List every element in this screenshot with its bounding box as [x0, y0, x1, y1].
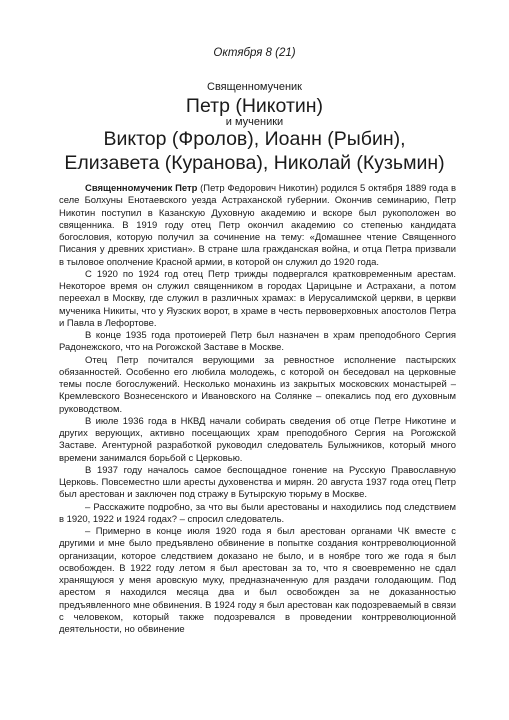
martyrs-names-line-2: Елизавета (Куранова), Николай (Кузьмин)	[64, 152, 445, 174]
paragraph-7: – Расскажите подробно, за что вы были арестованы и находились под следствием в 1920, 1922 и 1924 годах? – спросил следователь.	[59, 501, 456, 525]
saint-rank: Священномученик	[207, 81, 302, 93]
saint-name-title: Петр (Никотин)	[185, 95, 324, 117]
feast-date: Октября 8 (21)	[213, 47, 296, 59]
martyrs-names-line-1: Виктор (Фролов), Иоанн (Рыбин),	[103, 128, 406, 150]
paragraph-6: В 1937 году началось самое беспощадное гонение на Русскую Православную Церковь. Повсеместно шли аресты духовенства и мирян. 20 августа 1937 года отец Петр был арестован и заключен под стражу в Бутырскую тюрьму в Москве.	[59, 464, 456, 501]
martyrs-subtitle: и мученики	[225, 116, 284, 128]
paragraph-2: С 1920 по 1924 год отец Петр трижды подвергался кратковременным арестам. Некоторое время он служил священником в городах Царицыне и Астрахани, а потом переехал в Москву, где служил в различных храмах: в Иерусалимской церкви, в церкви мученика Никиты, что у Яузских ворот, в храме в честь первоверховных апостолов Петра и Павла в Лефортове.	[59, 268, 456, 329]
biography-text	[59, 183, 456, 713]
paragraph-3: В конце 1935 года протоиерей Петр был назначен в храм преподобного Сергия Радонежского, что на Рогожской Заставе в Москве.	[59, 330, 456, 354]
martyrs-names-title	[0, 127, 509, 175]
paragraph-1-text: (Петр Федорович Никотин) родился 5 октября 1889 года в селе Болхуны Енотаевского уезда Астраханской губернии. Окончив семинарию, Петр Никотин поступил в Казанскую Духовную академию и вскоре был рукоположен во священника. В 1919 году отец Петр окончил академию со степенью кандидата богословия, которую получил за сочинение на тему: «Домашнее чтение Священного Писания у древних христиан». В стране шла гражданская война, и отца Петра призвали в тыловое ополчение Красной армии, в которой он служил до 1920 года.	[59, 183, 456, 268]
paragraph-5: В июле 1936 года в НКВД начали собирать сведения об отце Петре Никотине и других верующих, активно посещающих храм преподобного Сергия на Рогожской Заставе. Агентурной разработкой руководил следователь Булыжников, который много времени занимался борьбой с Церковью.	[59, 415, 456, 464]
paragraph-1	[59, 183, 456, 269]
paragraph-8: – Примерно в конце июля 1920 года я был арестован органами ЧК вместе с другими и мне было предъявлено обвинение в попытке создания контрреволюционной организации, которое следствием доказано не было, и в ноябре того же года я был освобожден. В 1922 году летом я был арестован за то, что я своевременно не сдал хранящуюся у меня аровскую муку, предназначенную для раздачи голодающим. Под арестом я находился месяца два и был освобожден за не доказанностью предъявленного мне обвинения. В 1924 году я был арестован как подозреваемый в связи с человеком, который также подозревался в проведении контрреволюционной деятельности, но обвинение	[59, 526, 456, 635]
paragraph-1-lead: Священномученик Петр	[85, 183, 198, 194]
paragraph-4: Отец Петр почитался верующими за ревностное исполнение пастырских обязанностей. Особенно его любила молодежь, с которой он беседовал на церковные темы после богослужений. Несколько монахинь из закрытых московских монастырей – Кремлевского Вознесенского и Ивановского на Солянке – опекались под его духовным руководством.	[59, 354, 456, 415]
